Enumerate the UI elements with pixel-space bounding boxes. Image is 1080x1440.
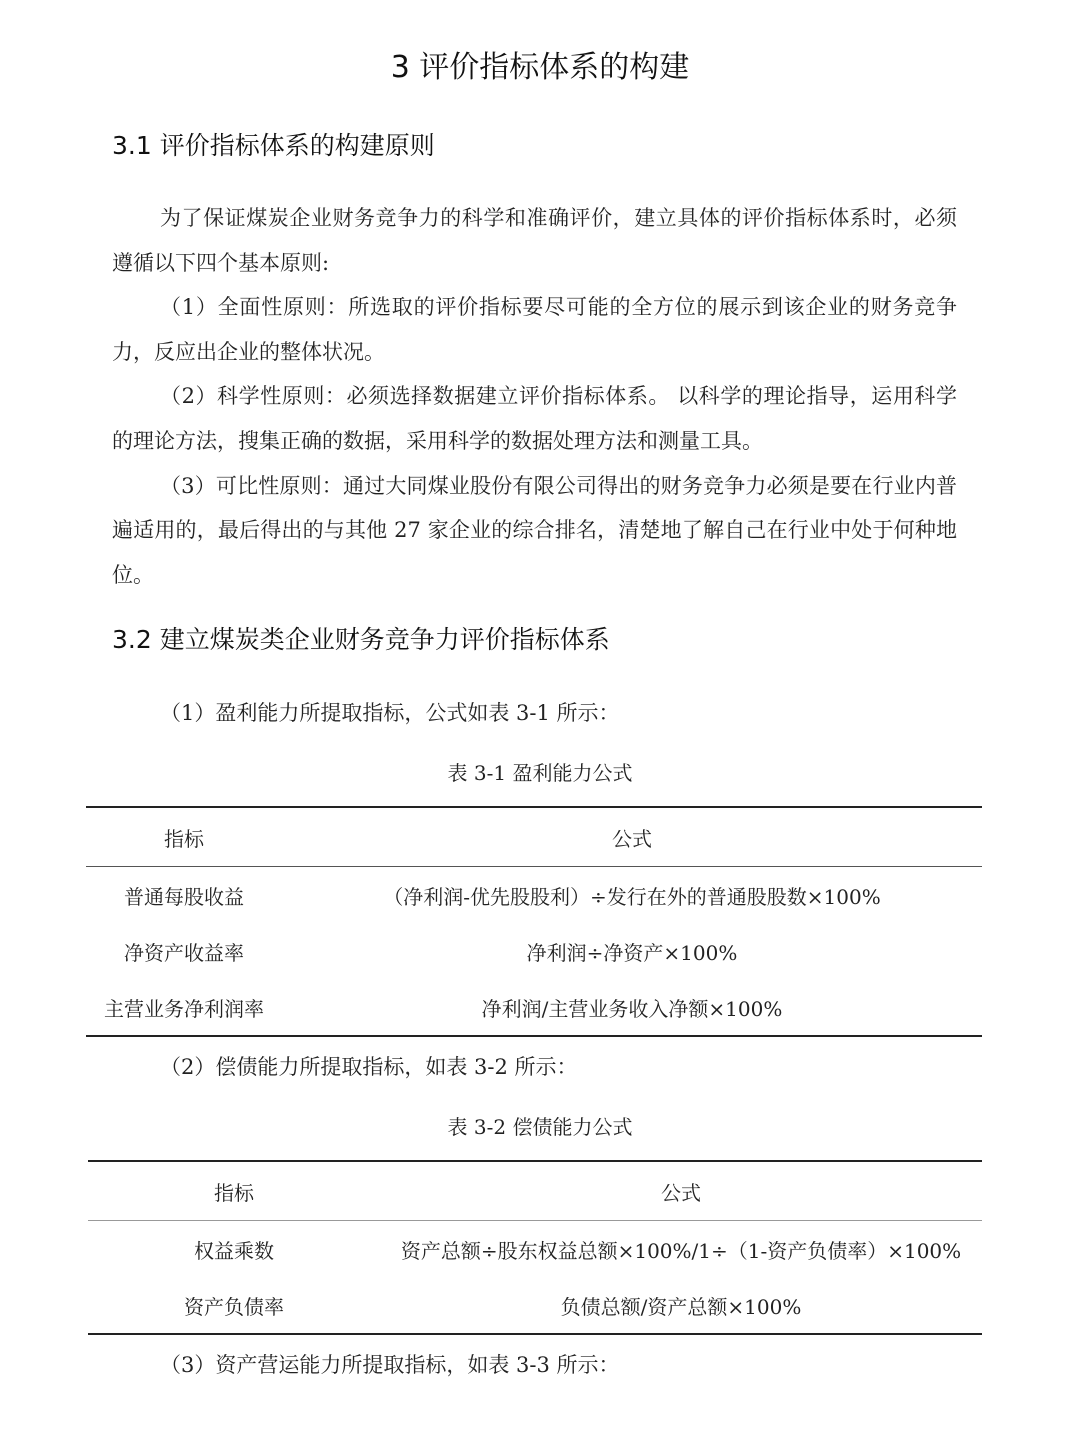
table-row: [86, 979, 982, 1036]
section-3-1-body: [112, 196, 957, 597]
table-3-1: [86, 806, 982, 1037]
table-cell: 净资产收益率: [124, 940, 244, 965]
intro-solvency: （2）偿债能力所提取指标，如表 3-2 所示：: [160, 1055, 578, 1079]
table-cell: 权益乘数: [194, 1238, 274, 1263]
table-cell: 负债总额/资产总额×100%: [560, 1294, 802, 1319]
section-heading-3-1: 3.1 评价指标体系的构建原则: [112, 131, 435, 160]
table-cell: 资产负债率: [184, 1294, 284, 1319]
table-header-cell: 指标: [88, 1161, 380, 1221]
table-header-row: [88, 1161, 982, 1221]
paragraph-intro: 为了保证煤炭企业财务竞争力的科学和准确评价，建立具体的评价指标体系时，必须遵循以下四个基本原则:: [112, 206, 957, 275]
table-3-2: [88, 1160, 982, 1335]
table-cell: 普通每股收益: [124, 884, 244, 909]
intro-profitability: （1）盈利能力所提取指标，公式如表 3-1 所示：: [160, 701, 620, 725]
table-header-cell: 指标: [86, 807, 282, 867]
table-header-row: [86, 807, 982, 867]
table-header-cell: 公式: [282, 807, 982, 867]
table-header-cell: 公式: [380, 1161, 982, 1221]
table-cell: 主营业务净利润率: [104, 996, 264, 1021]
paragraph-principle-1: （1）全面性原则：所选取的评价指标要尽可能的全方位的展示到该企业的财务竞争力，反应出企业的整体状况。: [112, 295, 957, 364]
table-cell: 净利润/主营业务收入净额×100%: [481, 996, 783, 1021]
table-cell: 净利润÷净资产×100%: [526, 940, 738, 965]
table-row: [88, 1221, 982, 1278]
paragraph-principle-2: （2）科学性原则：必须选择数据建立评价指标体系。 以科学的理论指导，运用科学的理论方法，搜集正确的数据，采用科学的数据处理方法和测量工具。: [112, 384, 957, 453]
section-heading-3-2: 3.2 建立煤炭类企业财务竞争力评价指标体系: [112, 625, 610, 654]
table-row: [86, 923, 982, 979]
table-cell: （净利润-优先股股利）÷发行在外的普通股股数×100%: [383, 884, 881, 909]
table-3-1-caption: 表 3-1 盈利能力公式: [447, 761, 633, 785]
table-row: [88, 1277, 982, 1334]
intro-operating-capacity: （3）资产营运能力所提取指标，如表 3-3 所示：: [160, 1353, 620, 1377]
paragraph-principle-3: （3）可比性原则：通过大同煤业股份有限公司得出的财务竞争力必须是要在行业内普遍适用的，最后得出的与其他 27 家企业的综合排名，清楚地了解自己在行业中处于何种地位。: [112, 473, 957, 587]
table-3-2-caption: 表 3-2 偿债能力公式: [447, 1115, 633, 1139]
table-row: [86, 867, 982, 924]
chapter-title: 3 评价指标体系的构建: [390, 50, 690, 85]
table-cell: 资产总额÷股东权益总额×100%/1÷（1-资产负债率）×100%: [400, 1238, 962, 1263]
